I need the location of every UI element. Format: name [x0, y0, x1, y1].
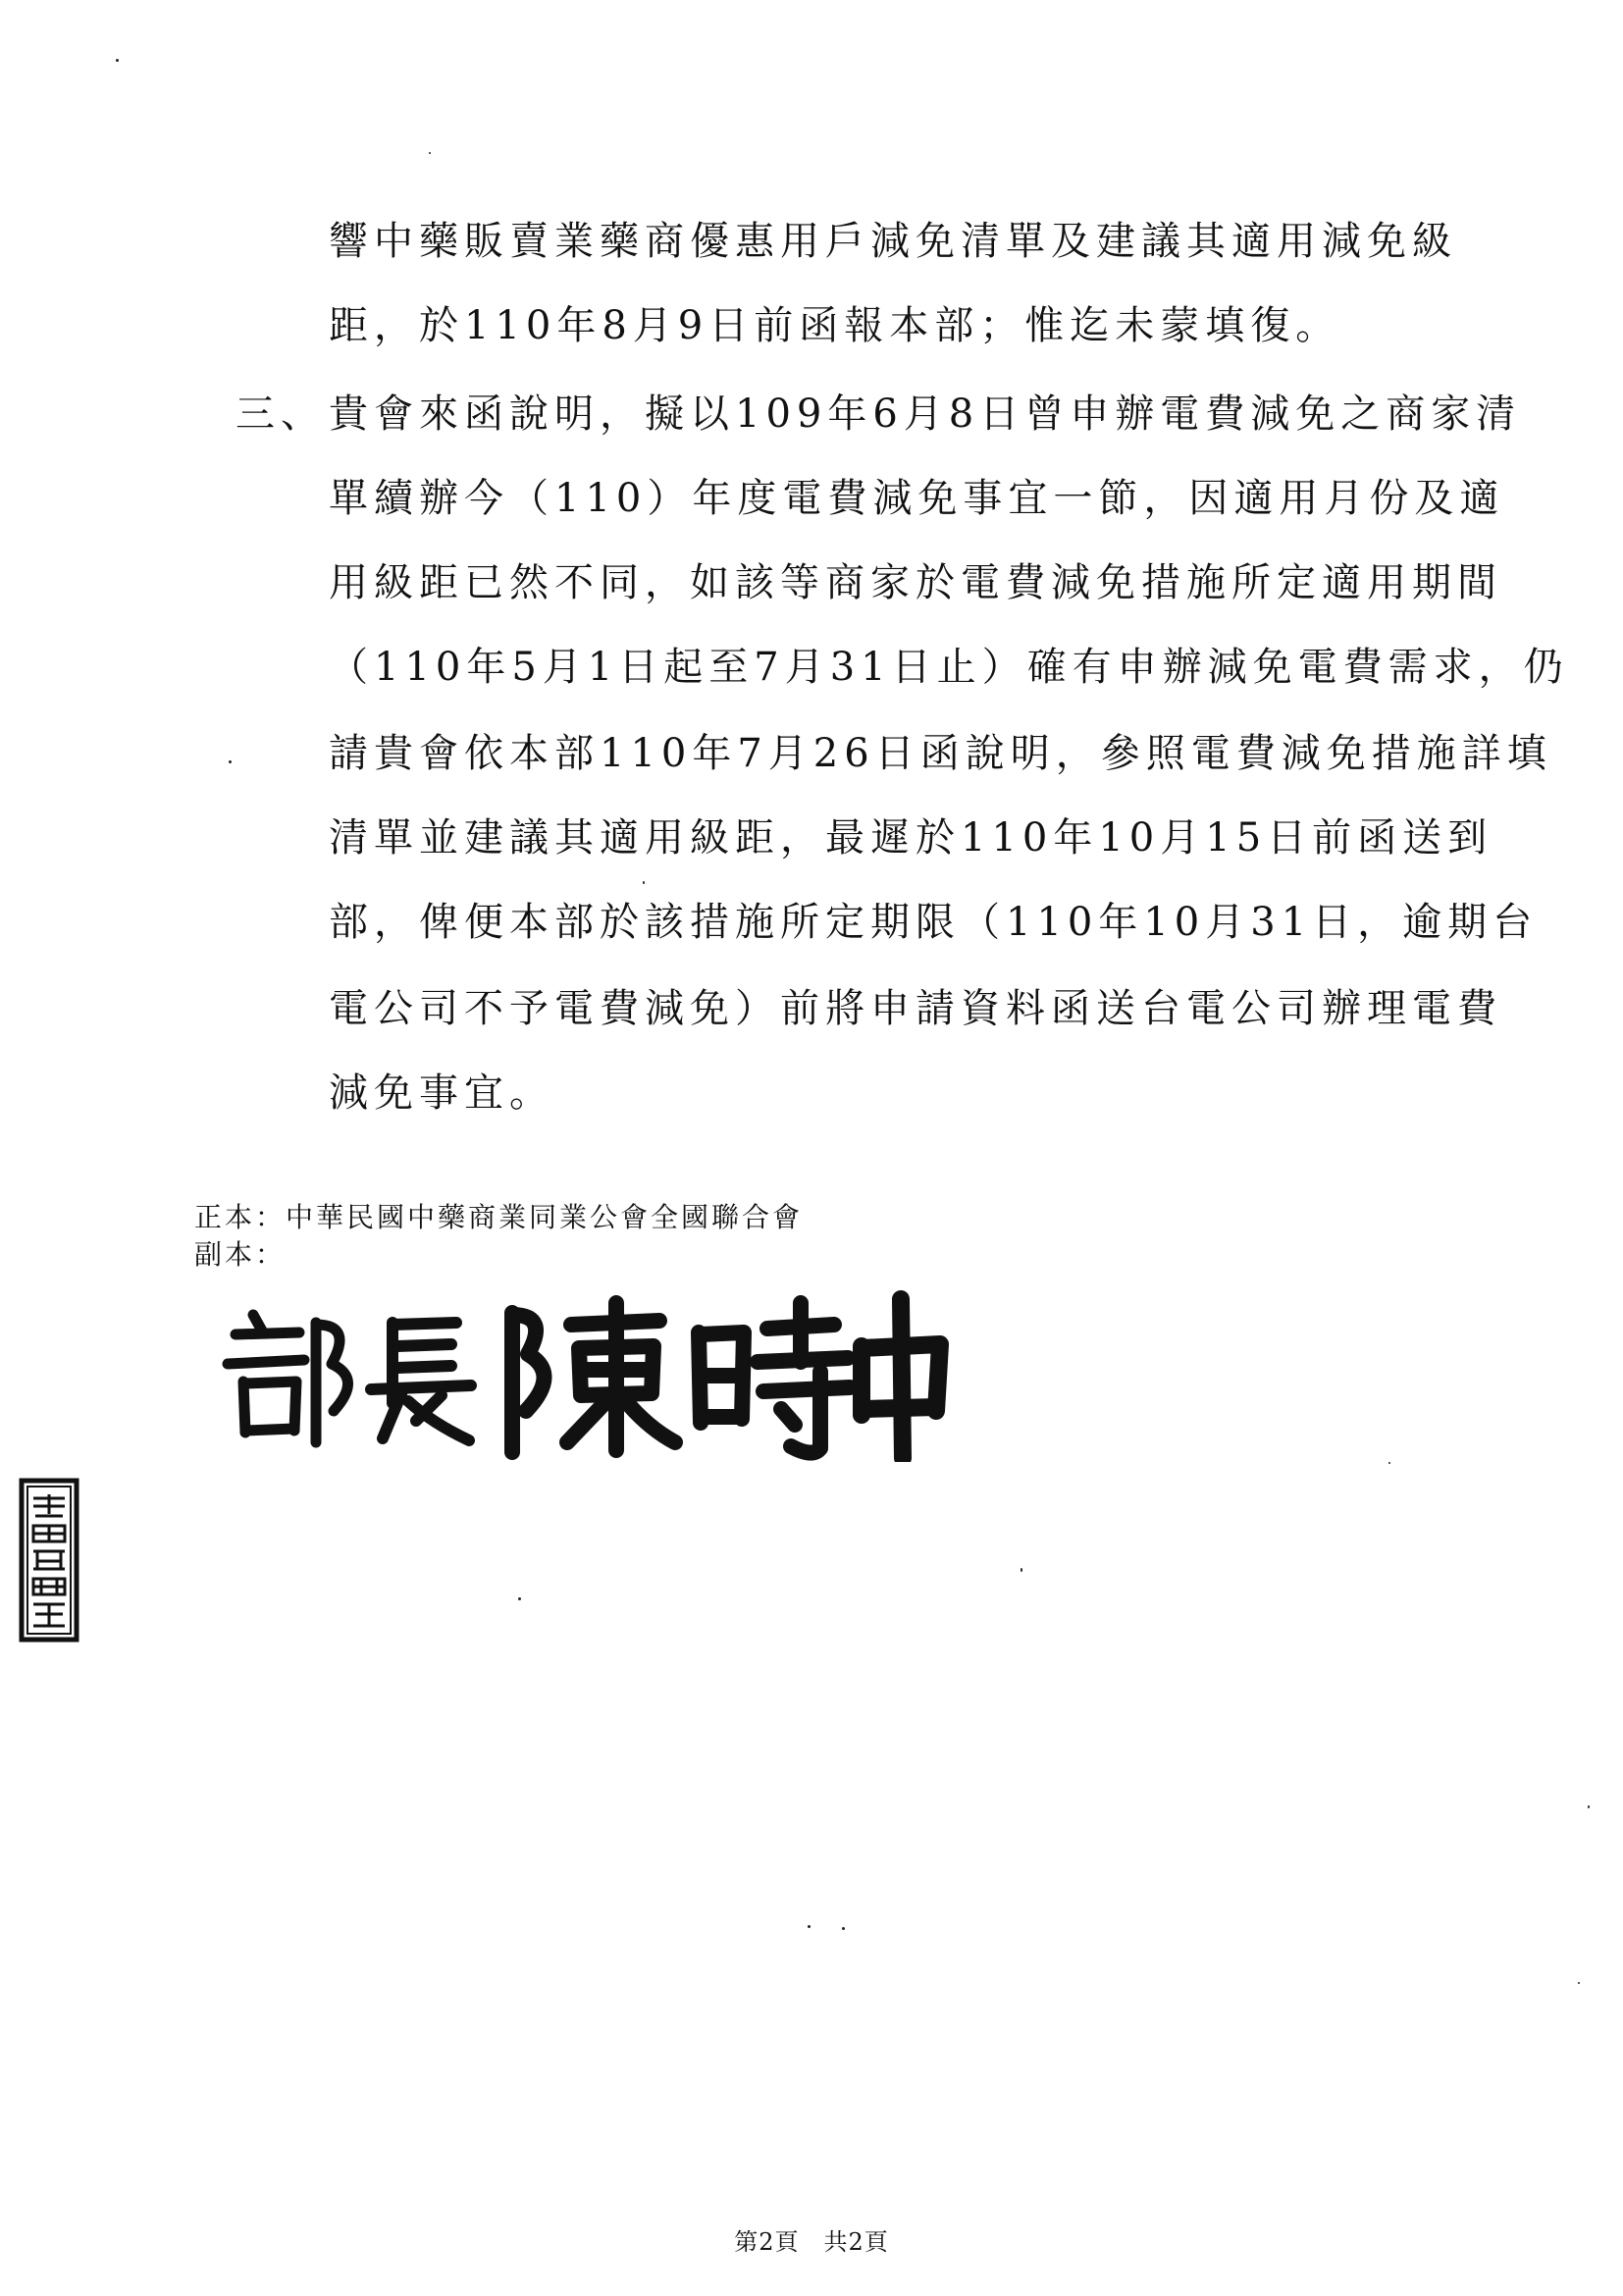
body-line: 單續辦今（110）年度電費減免事宜一節，因適用月份及適	[329, 476, 1505, 521]
item-three-marker: 三、	[236, 391, 326, 437]
body-line: 用級距已然不同，如該等商家於電費減免措施所定適用期間	[329, 560, 1502, 605]
scan-speck	[842, 1927, 845, 1930]
body-line: 距，於110年8月9日前函報本部；惟迄未蒙填復。	[329, 303, 1341, 348]
body-line: （110年5月1日起至7月31日止）確有申辦減免電費需求，仍	[329, 645, 1569, 690]
scan-speck	[229, 760, 232, 763]
copy-recipient: 副本：	[194, 1238, 287, 1271]
scan-speck	[1578, 1982, 1580, 1984]
body-line: 清單並建議其適用級距，最遲於110年10月15日前函送到	[329, 815, 1493, 861]
scan-speck	[643, 881, 645, 884]
minister-signature	[206, 1285, 952, 1462]
body-line: 響中藥販賣業藥商優惠用戶減免清單及建議其適用減免級	[329, 219, 1457, 264]
body-line: 貴會來函說明，擬以109年6月8日曾申辦電費減免之商家清	[329, 391, 1522, 437]
scan-speck	[518, 1597, 521, 1600]
scan-speck	[429, 152, 431, 154]
scan-speck	[1388, 1462, 1390, 1464]
scan-speck	[116, 59, 119, 62]
page-number: 第2頁 共2頁	[734, 2228, 889, 2256]
body-line: 電公司不予電費減免）前將申請資料函送台電公司辦理電費	[329, 986, 1502, 1031]
scan-speck	[808, 1925, 811, 1928]
scan-speck	[1588, 1805, 1590, 1808]
body-line: 減免事宜。	[329, 1070, 554, 1116]
body-line: 請貴會依本部110年7月26日函說明，參照電費減免措施詳填	[329, 731, 1552, 776]
official-seal-stamp	[16, 1477, 82, 1644]
body-line: 部，俾便本部於該措施所定期限（110年10月31日，逾期台	[329, 900, 1539, 945]
original-recipient: 正本：中華民國中藥商業同業公會全國聯合會	[194, 1201, 804, 1233]
scan-speck	[1021, 1568, 1022, 1572]
